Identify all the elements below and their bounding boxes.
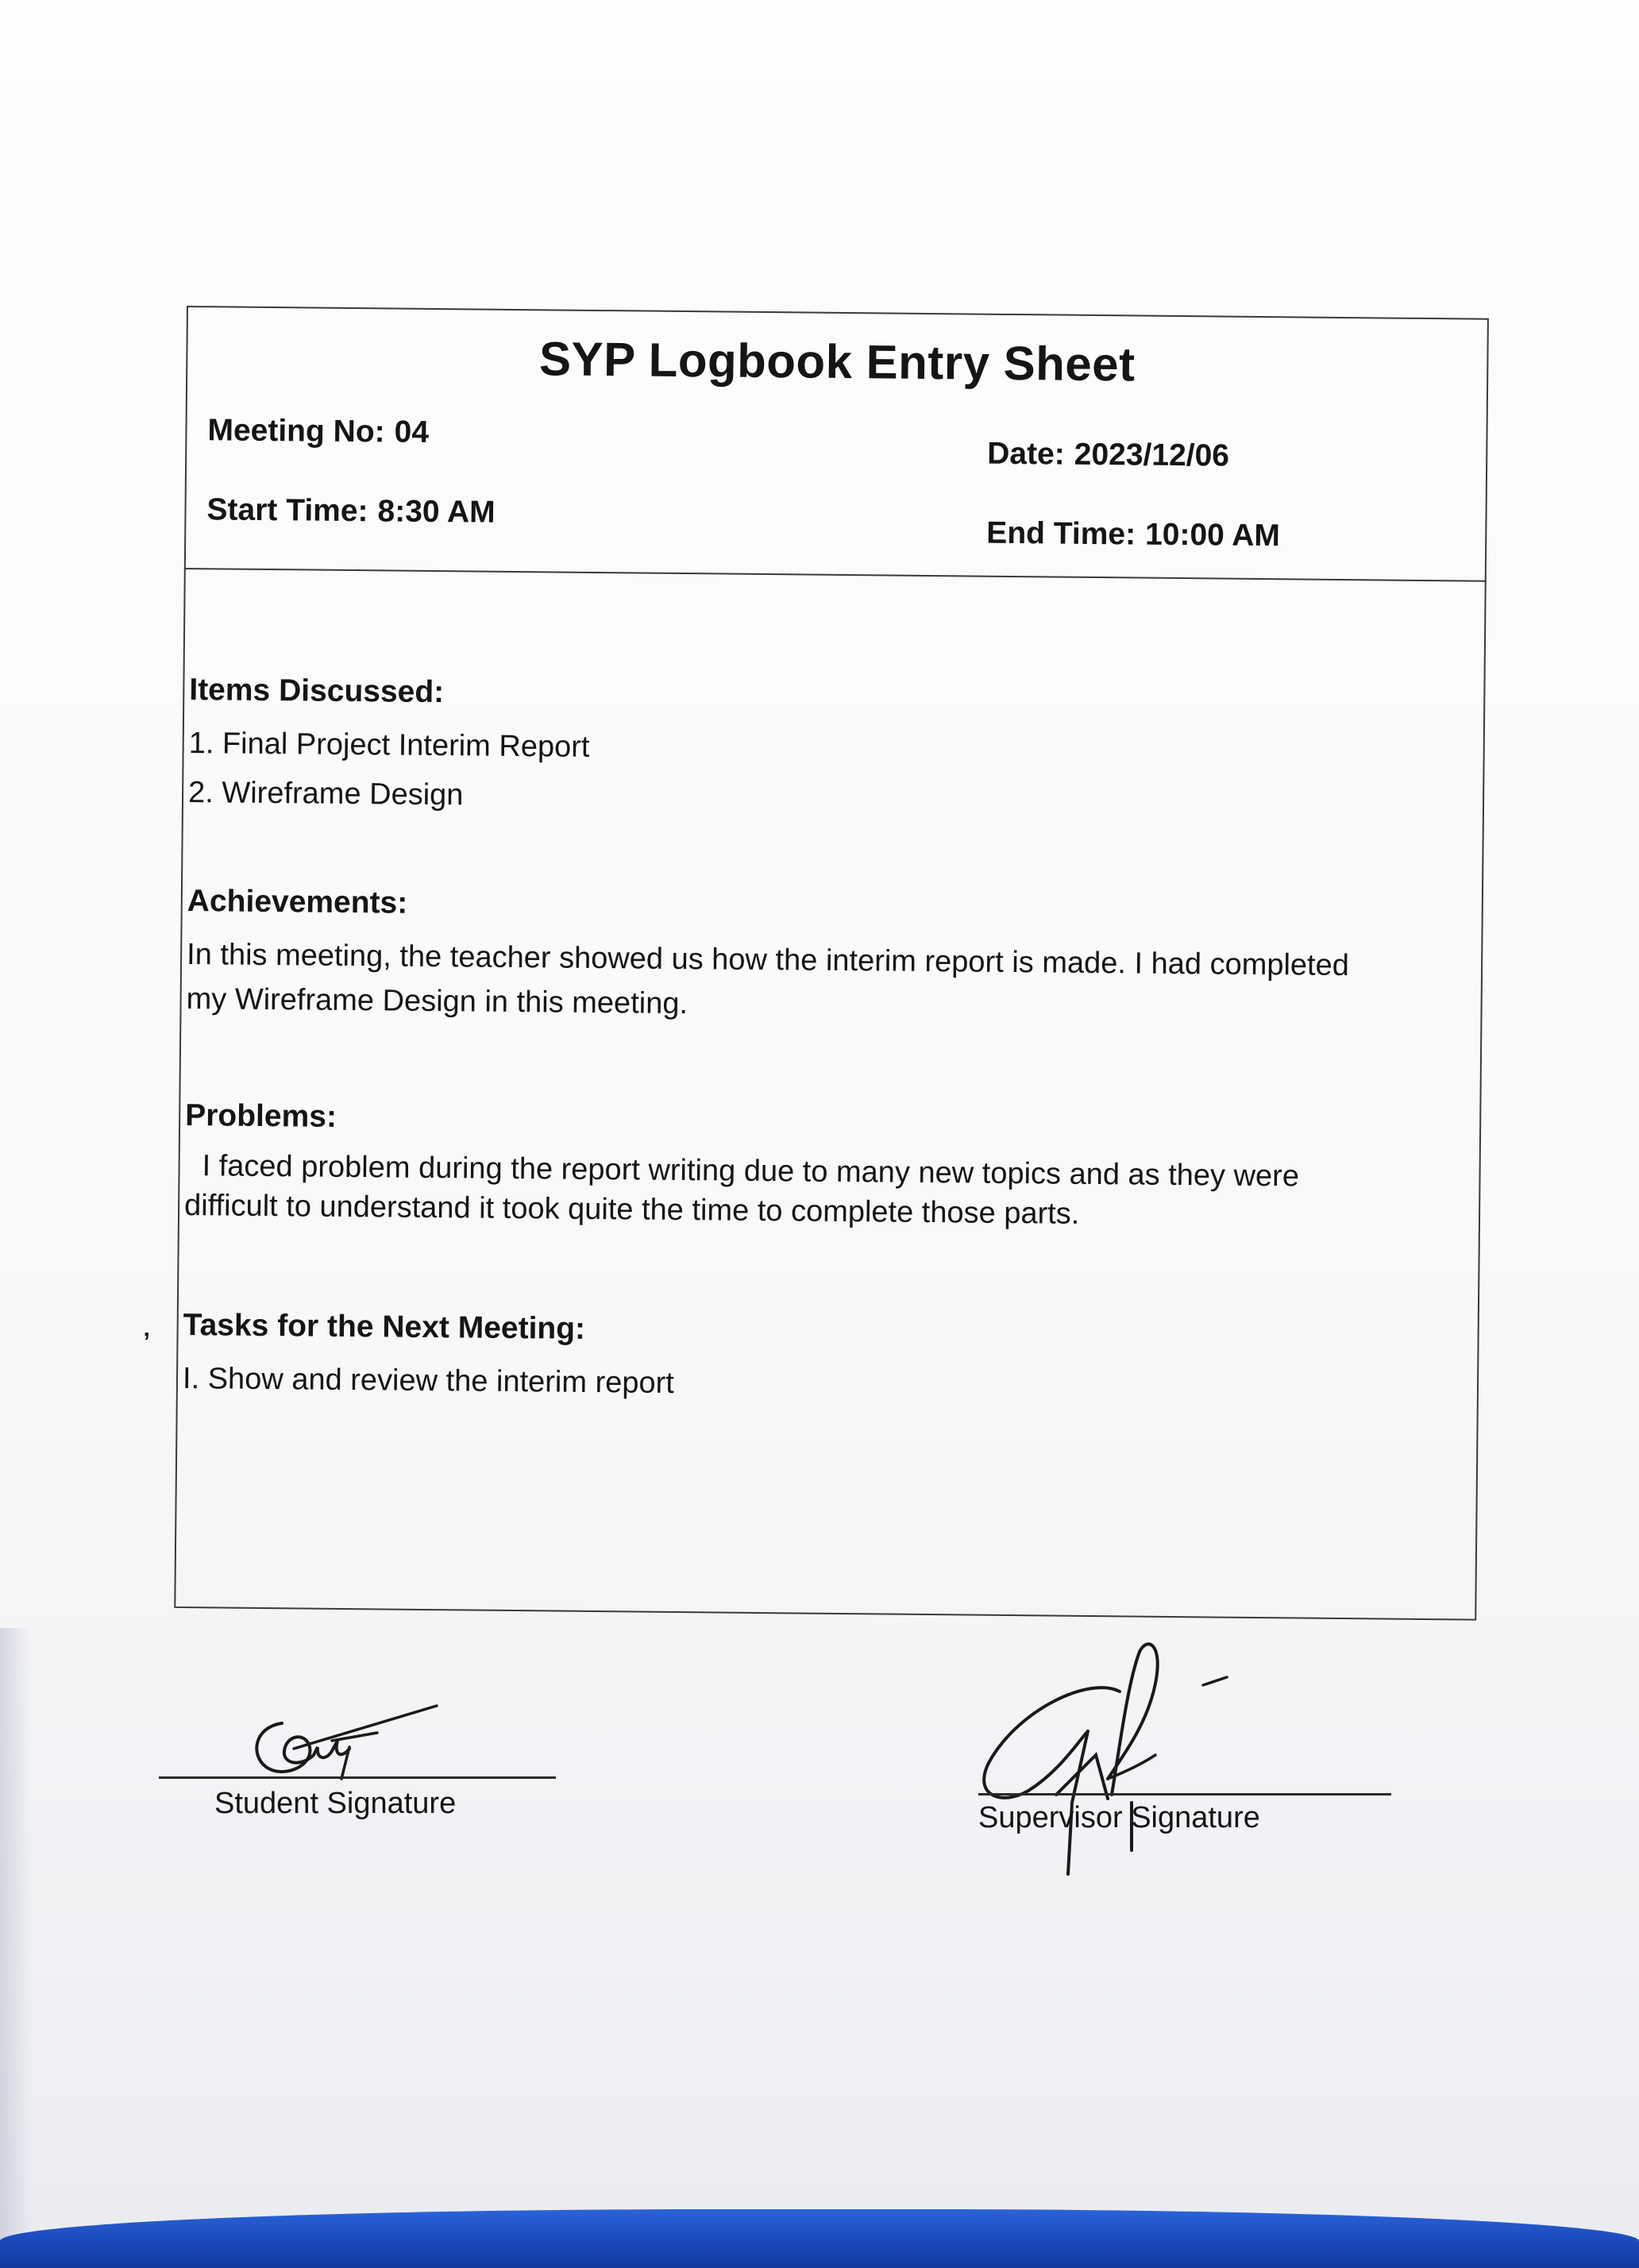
meeting-no-value: 04 (394, 415, 430, 449)
problems-heading: Problems: (185, 1098, 337, 1134)
sheet-title: SYP Logbook Entry Sheet (538, 332, 1136, 392)
blue-surface-strip (0, 2209, 1639, 2268)
end-time-field (986, 516, 1280, 554)
meeting-no-field (207, 413, 429, 450)
date-field (987, 437, 1229, 474)
margin-mark: , (143, 1315, 151, 1342)
next-tasks-item: I. Show and review the interim report (182, 1362, 675, 1400)
start-time-value: 8:30 AM (377, 494, 496, 530)
items-discussed-item: 2. Wireframe Design (187, 776, 464, 812)
items-discussed-heading: Items Discussed: (189, 673, 445, 710)
start-time-field (206, 492, 496, 530)
page-shadow (0, 1628, 32, 2268)
supervisor-signature-line (978, 1793, 1391, 1796)
achievements-line: my Wireframe Design in this meeting. (186, 982, 688, 1021)
supervisor-signature-icon (969, 1636, 1255, 1890)
problems-line: difficult to understand it took quite the time to complete those parts. (183, 1189, 1080, 1231)
end-time-value: 10:00 AM (1144, 517, 1281, 554)
items-discussed-item: 1. Final Project Interim Report (188, 727, 590, 764)
next-tasks-heading: Tasks for the Next Meeting: (183, 1308, 586, 1346)
student-signature-line (159, 1776, 556, 1779)
start-time-label: Start Time: (206, 492, 368, 529)
student-signature-label: Student Signature (214, 1787, 457, 1820)
achievements-heading: Achievements: (187, 884, 408, 920)
logbook-sheet (143, 306, 1489, 1621)
date-value: 2023/12/06 (1074, 437, 1230, 473)
end-time-label: End Time: (986, 515, 1136, 552)
achievements-line: In this meeting, the teacher showed us how the interim report is made. I had completed (186, 938, 1350, 983)
date-label: Date: (987, 436, 1065, 472)
supervisor-signature-label: Supervisor Signature (978, 1801, 1260, 1834)
student-signature-icon (238, 1691, 461, 1795)
meeting-no-label: Meeting No: (207, 413, 385, 449)
problems-line: I faced problem during the report writing due to many new topics and as they were (202, 1149, 1300, 1194)
